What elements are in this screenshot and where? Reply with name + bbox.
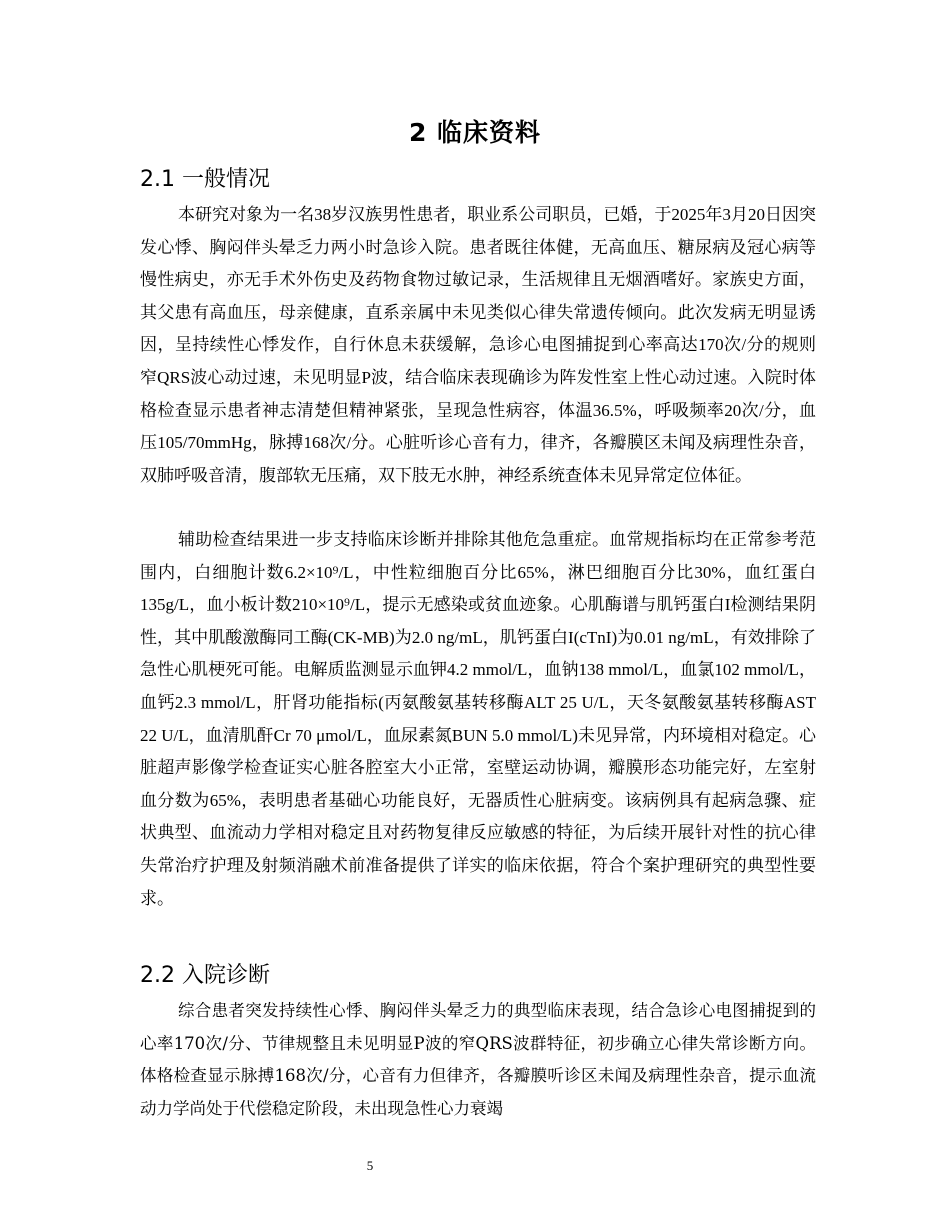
chapter-title: 2 临床资料 xyxy=(408,118,542,147)
paragraph-admission-diagnosis: 综合患者突发持续性心悸、胸闷伴头晕乏力的典型临床表现，结合急诊心电图捕捉到的心率170次/分、节律规整且未见明显P波的窄QRS波群特征，初步确立心律失常诊断方向。体格检查显示脉搏168次/分，心音有力但律齐，各瓣膜听诊区未闻及病理性杂音，提示血流动力学尚处于代偿稳定阶段，未出现急性心力衰竭 xyxy=(140,1001,816,1118)
paragraph-general-info: 本研究对象为一名38岁汉族男性患者，职业系公司职员，已婚，于2025年3月20日因突发心悸、胸闷伴头晕乏力两小时急诊入院。患者既往体健，无高血压、糖尿病及冠心病等慢性病史，亦无手术外伤史及药物食物过敏记录，生活规律且无烟酒嗜好。家族史方面，其父患有高血压，母亲健康，直系亲属中未见类似心律失常遗传倾向。此次发病无明显诱因，呈持续性心悸发作，自行休息未获缓解，急诊心电图捕捉到心率高达170次/分的规则窄QRS波心动过速，未见明显P波，结合临床表现确诊为阵发性室上性心动过速。入院时体格检查显示患者神志清楚但精神紧张，呈现急性病容，体温36.5%，呼吸频率20次/分，血压105/70mmHg，脉搏168次/分。心脏听诊心音有力，律齐，各瓣膜区未闻及病理性杂音，双肺呼吸音清，腹部软无压痛，双下肢无水肿，神经系统查体未见异常定位体征。 xyxy=(140,205,816,485)
section-heading-general: 2.1 一般情况 xyxy=(140,167,270,192)
paragraph-auxiliary-exams: 辅助检查结果进一步支持临床诊断并排除其他危急重症。血常规指标均在正常参考范围内，白细胞计数6.2×10⁹/L，中性粒细胞百分比65%，淋巴细胞百分比30%，血红蛋白135g/L，血小板计数210×10⁹/L，提示无感染或贫血迹象。心肌酶谱与肌钙蛋白I检测结果阴性，其中肌酸激酶同工酶(CK-MB)为2.0 ng/mL，肌钙蛋白I(cTnI)为0.01 ng/mL，有效排除了急性心肌梗死可能。电解质监测显示血钾4.2 mmol/L，血钠138 mmol/L，血氯102 mmol/L，血钙2.3 mmol/L，肝肾功能指标(丙氨酸氨基转移酶ALT 25 U/L，天冬氨酸氨基转移酶AST 22 U/L，血清肌酐Cr 70 μmol/L，血尿素氮BUN 5.0 mmol/L)未见异常，内环境相对稳定。心脏超声影像学检查证实心脏各腔室大小正常，室壁运动协调，瓣膜形态功能完好，左室射血分数为65%，表明患者基础心功能良好，无器质性心脏病变。该病例具有起病急骤、症状典型、血流动力学相对稳定且对药物复律反应敏感的特征，为后续开展针对性的抗心律失常治疗护理及射频消融术前准备提供了详实的临床依据，符合个案护理研究的典型性要求。 xyxy=(140,530,816,908)
section-heading-diagnosis: 2.2 入院诊断 xyxy=(140,963,270,988)
page-number: 5 xyxy=(366,1158,374,1173)
